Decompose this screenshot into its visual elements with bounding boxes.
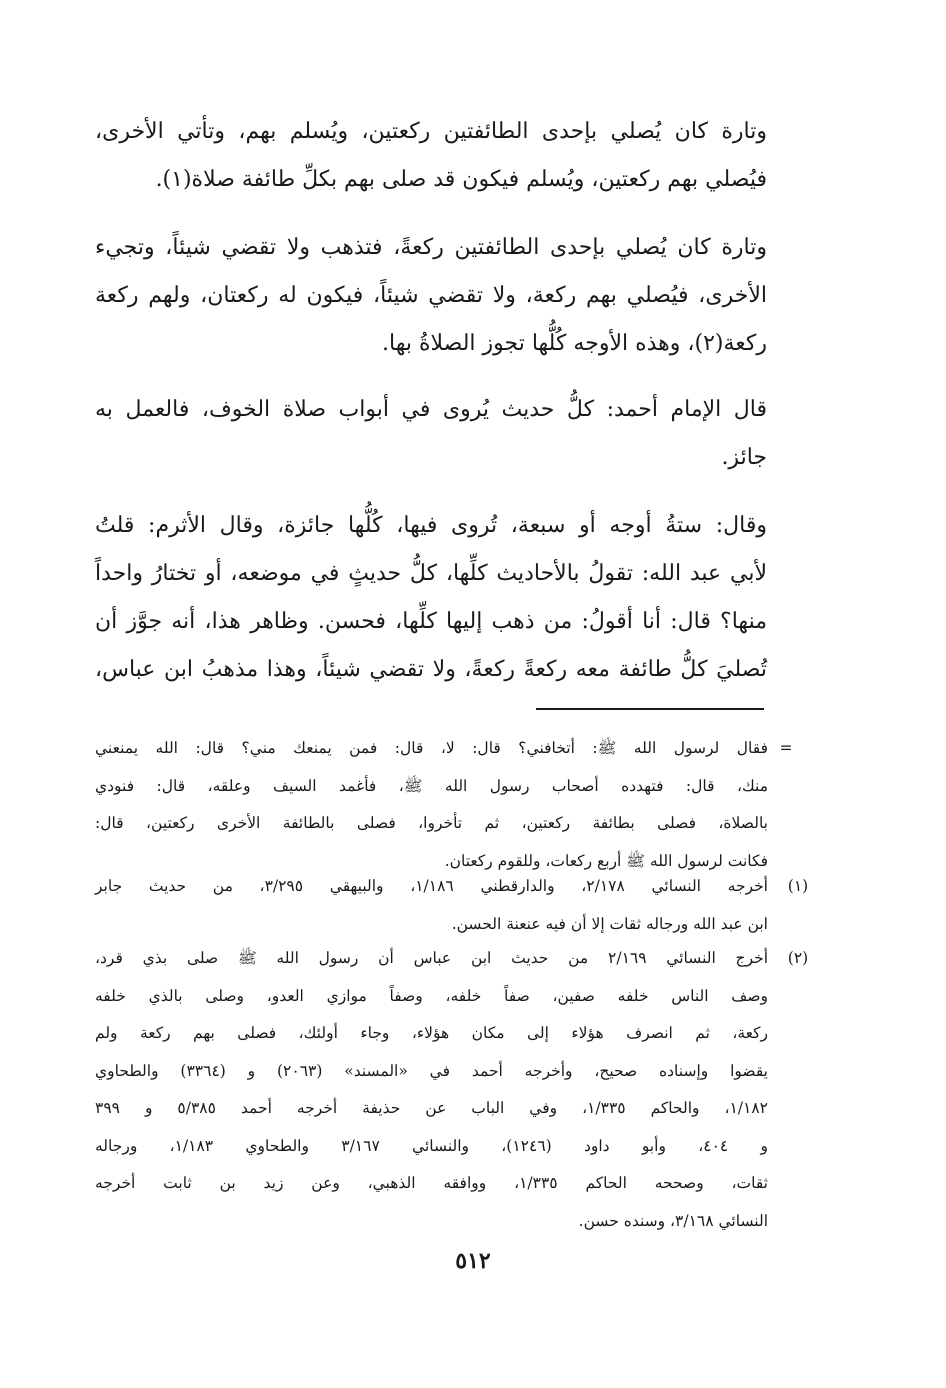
footnote-line: أخرجه النسائي ٢/١٧٨، والدارقطني ١/١٨٦، والبيهقي ٣/٢٩٥، من حديث جابر xyxy=(95,877,768,895)
footnote-marker: (١) xyxy=(787,877,809,895)
footnote-line: ابن عبد الله ورجاله ثقات إلا أن فيه عنعنة الحسن. xyxy=(451,914,768,933)
footnote-line: فكانت لرسول الله ﷺ أربع ركعات، وللقوم ركعتان. xyxy=(444,851,768,870)
text-line: جائز. xyxy=(721,445,767,470)
footnote-line: فقال لرسول الله ﷺ: أتخافني؟ قال: لا، قال: فمن يمنعك مني؟ قال: الله يمنعني xyxy=(95,739,768,757)
footnote-line: أخرج النسائي ٢/١٦٩ من حديث ابن عباس أن رسول الله ﷺ صلى بذي قرد، xyxy=(95,949,769,967)
footnote-line: بالصلاة، فصلى بطائفة ركعتين، ثم تأخروا، فصلى بالطائفة الأخرى ركعتين، قال: xyxy=(95,814,768,832)
body-paragraph-3 xyxy=(95,386,767,482)
footnote-continued xyxy=(95,730,793,880)
footnote-line: و ٤٠٤، وأبو داود (١٢٤٦)، والنسائي ٣/١٦٧ والطحاوي ١/١٨٣، ورجاله xyxy=(95,1136,768,1155)
text-line: وقال: ستةُ أوجه أو سبعة، تُروى فيها، كُلُّها جائزة، وقال الأثرم: قلتُ xyxy=(95,513,767,538)
footnote-line: يقضوا وإسناده صحيح، وأخرجه أحمد في «المسند» (٢٠٦٣) و (٣٣٦٤) والطحاوي xyxy=(95,1061,768,1080)
footnote-line: ثقات، وصححه الحاكم ١/٣٣٥، ووافقه الذهبي، وعن زيد بن ثابت أخرجه xyxy=(95,1174,768,1192)
footnote-marker: (٢) xyxy=(787,949,809,967)
text-line: تُصليَ كلُّ طائفة معه ركعةً ركعةً، ولا تقضي شيئاً، وهذا مذهبُ ابن عباس، xyxy=(95,657,767,682)
footnote-2 xyxy=(95,940,809,1240)
footnote-marker: = xyxy=(779,739,793,757)
body-paragraph-4 xyxy=(95,502,767,694)
footnote-line: النسائي ٣/١٦٨، وسنده حسن. xyxy=(578,1211,768,1230)
footnote-line: ١/١٨٢، والحاكم ١/٣٣٥، وفي الباب عن حذيفة أخرجه أحمد ٥/٣٨٥ و ٣٩٩ xyxy=(95,1099,769,1117)
footnote-line: منك، قال: فتهدده أصحاب رسول الله ﷺ، فأغمد السيف وعلقه، قال: فنودي xyxy=(95,776,768,795)
text-line: الأخرى، فيُصلي بهم ركعة، ولا تقضي شيئاً، فيكون له ركعتان، ولهم ركعة xyxy=(95,283,767,308)
text-line: منها؟ قال: أنا أقولُ: من ذهب إليها كلِّها، فحسن. وظاهر هذا، أنه جوَّز أن xyxy=(95,609,767,634)
footnote-line: ركعة، ثم انصرف هؤلاء إلى مكان هؤلاء، وجاء أولئك، فصلى بهم ركعة ولم xyxy=(95,1024,768,1042)
body-paragraph-1 xyxy=(95,108,767,204)
text-line: لأبي عبد الله: تقولُ بالأحاديث كلِّها، كلُّ حديثٍ في موضعه، أو تختارُ واحداً xyxy=(95,561,767,586)
footnote-line: وصف الناس خلفه صفين، صفاً خلفه، وصفاً موازي العدو، وصلى بالذي خلفه xyxy=(95,986,768,1005)
text-line: وتارة كان يُصلي بإحدى الطائفتين ركعةً، فتذهب ولا تقضي شيئاً، وتجيء xyxy=(95,235,767,260)
footnote-separator xyxy=(536,708,764,710)
page-number: ٥١٢ xyxy=(455,1248,491,1274)
text-line: فيُصلي بهم ركعتين، ويُسلم فيكون قد صلى بهم بكلِّ طائفة صلاة(١). xyxy=(155,167,767,192)
text-line: ركعة(٢)، وهذه الأوجه كُلُّها تجوز الصلاةُ بها. xyxy=(382,331,767,356)
body-paragraph-2 xyxy=(95,224,767,368)
text-line: قال الإمام أحمد: كلُّ حديث يُروى في أبواب صلاة الخوف، فالعمل به xyxy=(95,397,767,422)
text-line: وتارة كان يُصلي بإحدى الطائفتين ركعتين، ويُسلم بهم، وتأتي الأخرى، xyxy=(95,119,767,144)
footnote-1 xyxy=(95,868,809,943)
